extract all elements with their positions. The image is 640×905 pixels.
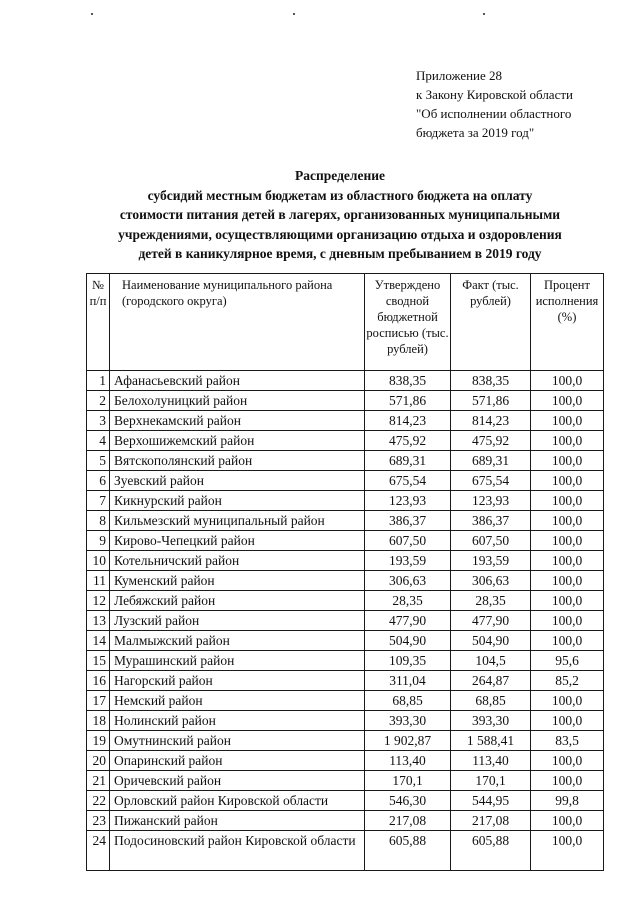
cell-percent: 100,0: [531, 491, 604, 511]
cell-fact: 170,1: [451, 771, 531, 791]
cell-num: 24: [87, 831, 110, 871]
cell-name: Верхнекамский район: [110, 411, 365, 431]
cell-approved: 68,85: [365, 691, 451, 711]
cell-percent: 100,0: [531, 471, 604, 491]
header-fact: Факт (тыс. рублей): [451, 274, 531, 371]
table-row: [87, 711, 604, 731]
cell-percent: 95,6: [531, 651, 604, 671]
cell-percent: 100,0: [531, 811, 604, 831]
cell-approved: 113,40: [365, 751, 451, 771]
table-row: [87, 491, 604, 511]
cell-fact: 28,35: [451, 591, 531, 611]
header-name: Наименование муниципального района (городского округа): [110, 274, 365, 371]
table-row: [87, 811, 604, 831]
title-line: стоимости питания детей в лагерях, организованных муниципальными: [119, 207, 561, 222]
cell-approved: 109,35: [365, 651, 451, 671]
cell-approved: 475,92: [365, 431, 451, 451]
cell-num: 17: [87, 691, 110, 711]
cell-percent: 100,0: [531, 371, 604, 391]
table-row: [87, 531, 604, 551]
cell-percent: 100,0: [531, 451, 604, 471]
table-header-row: [87, 274, 604, 371]
cell-percent: 100,0: [531, 771, 604, 791]
cell-name: Пижанский район: [110, 811, 365, 831]
cell-num: 19: [87, 731, 110, 751]
header-num: № п/п: [87, 274, 110, 371]
cell-fact: 386,37: [451, 511, 531, 531]
cell-percent: 85,2: [531, 671, 604, 691]
cell-name: Подосиновский район Кировской области: [110, 831, 365, 871]
cell-name: Оричевский район: [110, 771, 365, 791]
table-row: [87, 791, 604, 811]
cell-num: 4: [87, 431, 110, 451]
cell-fact: 689,31: [451, 451, 531, 471]
document-title: [20, 166, 640, 264]
cell-name: Лебяжский район: [110, 591, 365, 611]
cell-fact: 306,63: [451, 571, 531, 591]
cell-approved: 170,1: [365, 771, 451, 791]
cell-approved: 814,23: [365, 411, 451, 431]
header-approved: Утверждено сводной бюджетной росписью (тыс. рублей): [365, 274, 451, 371]
cell-percent: 100,0: [531, 531, 604, 551]
cell-num: 15: [87, 651, 110, 671]
cell-percent: 100,0: [531, 831, 604, 871]
cell-name: Кикнурский район: [110, 491, 365, 511]
cell-name: Лузский район: [110, 611, 365, 631]
cell-name: Немский район: [110, 691, 365, 711]
cell-approved: 571,86: [365, 391, 451, 411]
table-row: [87, 591, 604, 611]
cell-name: Мурашинский район: [110, 651, 365, 671]
cell-name: Верхошижемский район: [110, 431, 365, 451]
cell-percent: 100,0: [531, 551, 604, 571]
cell-name: Куменский район: [110, 571, 365, 591]
cell-name: Котельничский район: [110, 551, 365, 571]
scan-speck: [483, 13, 485, 15]
cell-percent: 100,0: [531, 431, 604, 451]
cell-name: Опаринский район: [110, 751, 365, 771]
cell-num: 20: [87, 751, 110, 771]
cell-fact: 113,40: [451, 751, 531, 771]
cell-approved: 838,35: [365, 371, 451, 391]
cell-num: 16: [87, 671, 110, 691]
cell-percent: 83,5: [531, 731, 604, 751]
cell-num: 6: [87, 471, 110, 491]
cell-fact: 1 588,41: [451, 731, 531, 751]
cell-approved: 311,04: [365, 671, 451, 691]
cell-approved: 193,59: [365, 551, 451, 571]
cell-num: 14: [87, 631, 110, 651]
cell-approved: 504,90: [365, 631, 451, 651]
cell-percent: 100,0: [531, 611, 604, 631]
cell-percent: 99,8: [531, 791, 604, 811]
table-row: [87, 631, 604, 651]
table-row: [87, 571, 604, 591]
appendix-line: бюджета за 2019 год": [416, 125, 535, 140]
appendix-line: Приложение 28: [416, 68, 503, 83]
cell-fact: 477,90: [451, 611, 531, 631]
cell-num: 13: [87, 611, 110, 631]
table-row: [87, 771, 604, 791]
cell-percent: 100,0: [531, 391, 604, 411]
header-percent: Процент исполнения (%): [531, 274, 604, 371]
cell-approved: 1 902,87: [365, 731, 451, 751]
table-row: [87, 611, 604, 631]
table-row: [87, 471, 604, 491]
table-row: [87, 731, 604, 751]
cell-percent: 100,0: [531, 631, 604, 651]
appendix-line: "Об исполнении областного: [416, 106, 572, 121]
cell-fact: 675,54: [451, 471, 531, 491]
cell-fact: 838,35: [451, 371, 531, 391]
cell-num: 11: [87, 571, 110, 591]
cell-percent: 100,0: [531, 411, 604, 431]
cell-fact: 571,86: [451, 391, 531, 411]
table-row: [87, 831, 604, 871]
cell-fact: 475,92: [451, 431, 531, 451]
cell-num: 22: [87, 791, 110, 811]
cell-name: Нагорский район: [110, 671, 365, 691]
cell-approved: 393,30: [365, 711, 451, 731]
cell-name: Кильмезский муниципальный район: [110, 511, 365, 531]
cell-fact: 605,88: [451, 831, 531, 871]
cell-fact: 393,30: [451, 711, 531, 731]
table-row: [87, 511, 604, 531]
cell-fact: 607,50: [451, 531, 531, 551]
cell-fact: 814,23: [451, 411, 531, 431]
cell-name: Зуевский район: [110, 471, 365, 491]
cell-fact: 264,87: [451, 671, 531, 691]
table-row: [87, 451, 604, 471]
cell-approved: 607,50: [365, 531, 451, 551]
appendix-line: к Закону Кировской области: [416, 87, 573, 102]
table-row: [87, 431, 604, 451]
cell-percent: 100,0: [531, 511, 604, 531]
cell-fact: 504,90: [451, 631, 531, 651]
table-row: [87, 551, 604, 571]
cell-fact: 544,95: [451, 791, 531, 811]
cell-approved: 689,31: [365, 451, 451, 471]
cell-name: Кирово-Чепецкий район: [110, 531, 365, 551]
cell-approved: 546,30: [365, 791, 451, 811]
table-body: [87, 371, 604, 871]
cell-num: 5: [87, 451, 110, 471]
cell-approved: 477,90: [365, 611, 451, 631]
cell-num: 7: [87, 491, 110, 511]
table-row: [87, 371, 604, 391]
cell-num: 2: [87, 391, 110, 411]
cell-name: Малмыжский район: [110, 631, 365, 651]
table-row: [87, 751, 604, 771]
cell-fact: 217,08: [451, 811, 531, 831]
cell-name: Белохолуницкий район: [110, 391, 365, 411]
cell-percent: 100,0: [531, 711, 604, 731]
cell-num: 12: [87, 591, 110, 611]
table-row: [87, 671, 604, 691]
cell-percent: 100,0: [531, 691, 604, 711]
cell-approved: 306,63: [365, 571, 451, 591]
title-line: учреждениями, осуществляющими организацию отдыха и оздоровления: [118, 226, 562, 242]
cell-approved: 675,54: [365, 471, 451, 491]
cell-num: 8: [87, 511, 110, 531]
appendix-note: [416, 66, 631, 142]
title-line: субсидий местным бюджетам из областного бюджета на оплату: [147, 187, 533, 203]
cell-name: Афанасьевский район: [110, 371, 365, 391]
cell-approved: 28,35: [365, 591, 451, 611]
cell-num: 1: [87, 371, 110, 391]
cell-fact: 123,93: [451, 491, 531, 511]
table-row: [87, 651, 604, 671]
cell-name: Вятскополянский район: [110, 451, 365, 471]
cell-percent: 100,0: [531, 591, 604, 611]
subsidy-table: [86, 273, 604, 871]
cell-fact: 193,59: [451, 551, 531, 571]
title-line: Распределение: [294, 168, 386, 183]
cell-fact: 68,85: [451, 691, 531, 711]
scan-speck: [293, 13, 295, 15]
cell-num: 18: [87, 711, 110, 731]
cell-percent: 100,0: [531, 751, 604, 771]
cell-name: Нолинский район: [110, 711, 365, 731]
table-row: [87, 391, 604, 411]
cell-approved: 605,88: [365, 831, 451, 871]
cell-name: Омутнинский район: [110, 731, 365, 751]
cell-num: 23: [87, 811, 110, 831]
cell-name: Орловский район Кировской области: [110, 791, 365, 811]
cell-num: 10: [87, 551, 110, 571]
cell-num: 21: [87, 771, 110, 791]
table-row: [87, 411, 604, 431]
cell-approved: 217,08: [365, 811, 451, 831]
cell-fact: 104,5: [451, 651, 531, 671]
table-row: [87, 691, 604, 711]
title-line: детей в каникулярное время, с дневным пребыванием в 2019 году: [138, 246, 542, 261]
cell-num: 9: [87, 531, 110, 551]
scan-speck: [91, 13, 93, 15]
cell-percent: 100,0: [531, 571, 604, 591]
cell-num: 3: [87, 411, 110, 431]
cell-approved: 386,37: [365, 511, 451, 531]
cell-approved: 123,93: [365, 491, 451, 511]
